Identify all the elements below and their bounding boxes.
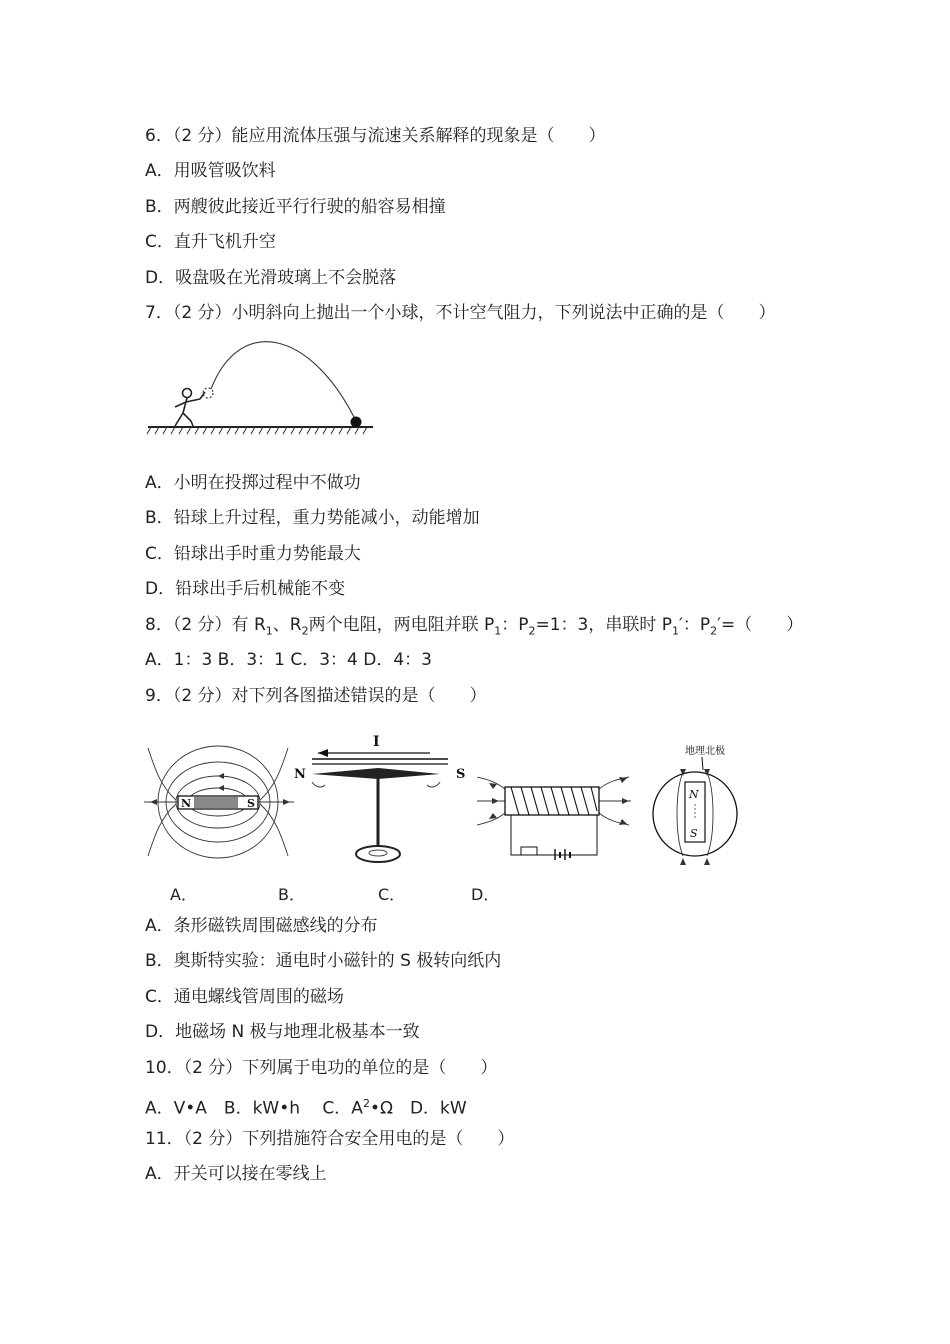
q6-option-d: D．吸盘吸在光滑玻璃上不会脱落 [145,268,397,288]
q8-options: A．1：3 B．3：1 C．3：4 D．4：3 [145,650,432,670]
q6-option-b: B．两艘彼此接近平行行驶的船容易相撞 [145,197,446,217]
figure-label-c: C． [378,885,406,904]
q7-option-d: D．铅球出手后机械能不变 [145,579,346,599]
q9-option-d: D．地磁场 N 极与地理北极基本一致 [145,1022,420,1042]
q9-stem: 9．（2 分）对下列各图描述错误的是（ ） [145,686,487,706]
ball-landed [351,417,362,428]
q6-stem: 6．（2 分）能应用流体压强与流速关系解释的现象是（ ） [145,126,606,146]
q9-option-c: C．通电螺线管周围的磁场 [145,987,344,1007]
ball-trajectory [211,342,355,419]
q7-option-a: A．小明在投掷过程中不做功 [145,473,361,493]
figure-label-a: A． [170,885,197,904]
current-label: I [373,734,380,750]
geo-magnet-s-label: S [690,827,698,840]
thrown-ball-figure [145,335,375,440]
q7-option-c: C．铅球出手时重力势能最大 [145,544,361,564]
needle-n-label: N [294,767,306,782]
oersted-experiment-figure [290,730,475,870]
figure-label-d: D． [471,885,500,904]
bar-magnet-n-label: N [181,797,192,810]
thrower-figure [175,389,205,427]
needle-s-label: S [456,767,466,782]
geomagnetic-figure [645,742,765,867]
q6-option-c: C．直升飞机升空 [145,232,276,252]
bar-magnet-field-figure [140,738,300,863]
figure-label-b: B． [278,885,305,904]
q10-options: A．V•A B．kW•h C．$A^2•\Omega$ D．kW [145,1097,467,1119]
q11-stem: 11．（2 分）下列措施符合安全用电的是（ ） [145,1129,515,1149]
q9-option-a: A．条形磁铁周围磁感线的分布 [145,916,378,936]
q7-option-b: B．铅球上升过程，重力势能减小，动能增加 [145,508,480,528]
q8-stem: 8．（2 分）有 $R_1$、$R_2$两个电阻，两电阻并联 $P_1$：$P_2=1$：3，串联时 $P_1'$：$P_2'=$（ ） [145,615,804,638]
q9-option-b: B．奥斯特实验：通电时小磁针的 S 极转向纸内 [145,951,502,971]
bar-magnet-shading [194,797,238,808]
magnetic-needle [312,768,440,779]
bar-magnet-s-label: S [247,797,255,810]
q6-option-a: A．用吸管吸饮料 [145,161,276,181]
q10-stem: 10．（2 分）下列属于电功的单位的是（ ） [145,1058,498,1078]
q7-stem: 7．（2 分）小明斜向上抛出一个小球，不计空气阻力，下列说法中正确的是（ ） [145,303,776,323]
q11-option-a: A．开关可以接在零线上 [145,1164,327,1184]
geo-north-label: 地理北极 [685,746,725,757]
geo-magnet-n-label: N [689,788,699,801]
solenoid-figure [475,775,635,860]
